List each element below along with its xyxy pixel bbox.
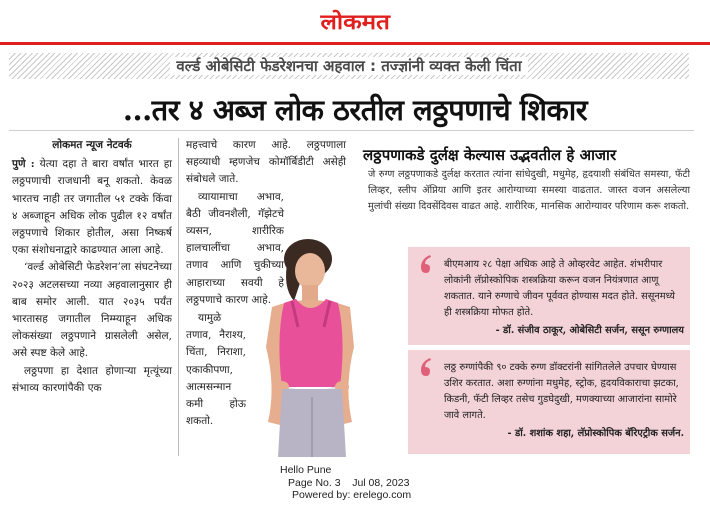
article-paragraph: महत्त्वाचे कारण आहे. लठ्ठपणाला सहव्याधी म्हणजेच कोमॉर्बिडीटी असेही संबोधले जाते. xyxy=(186,139,346,186)
article-paragraph: यामुळे तणाव, नैराश्य, चिंता, निराशा, एकाकीपणा, आत्मसन्मान कमी होऊ शकतो. xyxy=(186,312,246,428)
kicker xyxy=(9,56,689,76)
masthead-rule xyxy=(0,42,710,45)
headline: ...तर ४ अब्ज लोक ठरतील लठ्ठपणाचे शिकार xyxy=(122,93,588,127)
page-footer xyxy=(280,464,411,502)
article-paragraph: लठ्ठपणा हा देशात होणाऱ्या मृत्यूंच्या संभाव्य कारणांपैकी एक xyxy=(12,364,172,394)
sidebar-text: जे रुग्ण लठ्ठपणाकडे दुर्लक्ष करतात त्यांना सांधेदुखी, मधुमेह, हृदयाशी संबंधित समस्या, फॅटी लिव्हर, स्लीप ॲप्निया आणि इतर आरोग्याच्या समस्या वाढतात. जास्त वजन असलेल्या मुलांची संख्या दिवसेंदिवस वाढत आहे. शारीरिक, मानसिक आरोग्यावर परिणाम करू शकतो. xyxy=(368,169,690,212)
kicker-text: वर्ल्ड ओबेसिटी फेडरेशनचा अहवाल : तज्ज्ञांनी व्यक्त केली चिंता xyxy=(170,57,527,75)
quote-box xyxy=(408,350,690,454)
byline: लोकमत न्यूज नेटवर्क xyxy=(52,139,132,151)
divider xyxy=(9,130,694,131)
quote-mark-icon xyxy=(418,356,436,378)
kicker-band xyxy=(9,53,689,79)
lokmat-logo: लोकमत xyxy=(320,10,390,34)
masthead xyxy=(0,8,710,36)
quote-text: बीएमआय २८ पेक्षा अधिक आहे ते ओव्हरवेट आहेत. शंभरीपार लोकांनी लॅप्रोस्कोपिक शस्त्रक्रिया करून वजन नियंत्रणात आणू शकतात. याने रुग्णाचे जीवन पूर्ववत होण्यास मदत होते. ससूनमध्ये ही शस्त्रक्रिया मोफत होते. xyxy=(444,259,675,318)
article-paragraph xyxy=(12,156,172,259)
sidebar-heading: लठ्ठपणाकडे दुर्लक्ष केल्यास उद्भवतील हे आजार xyxy=(363,146,617,164)
quote-attribution: - डॉ. संजीव ठाकूर, ओबेसिटी सर्जन, ससून रुग्णालय xyxy=(495,325,684,336)
powered-by-label: Powered by: erelego.com xyxy=(292,489,412,501)
quote-box xyxy=(408,247,690,345)
article-paragraph: व्यायामाचा अभाव, बैठी जीवनशैली, गॅझेटचे व्यसन, शारीरिक हालचालींचा अभाव, तणाव आणि चुकीच्या आहाराच्या सवयी हे लठ्ठपणाचे कारण आहे. xyxy=(186,190,284,306)
column-divider xyxy=(178,138,179,456)
edition-label: Hello Pune xyxy=(280,464,332,476)
article-text: येत्या दहा ते बारा वर्षांत भारत हा लठ्ठपणाची राजधानी बनू शकतो. केवळ भारतच नाही तर जगातील ५१ टक्के किंवा ४ अब्जाहून अधिक लोक पुढील १२ वर्षांत लठ्ठपणाचे शिकार होतील, असा निष्कर्ष एका संशोधनाद्वारे काढण्यात आला आहे. xyxy=(12,158,173,257)
article-column-1 xyxy=(12,137,172,397)
quote-mark-icon xyxy=(418,253,436,275)
dateline: पुणे : xyxy=(12,158,35,171)
quote-text: लठ्ठ रुग्णांपैकी ९० टक्के रुग्ण डॉक्टरांनी सांगितलेले उपचार घेण्यास उशिर करतात. अशा रुग्णांना मधुमेह, स्ट्रोक, हृदयविकाराचा झटका, किडनी, फॅटी लिव्हर तसेच गुडघेदुखी, मणक्याच्या आजारांना सामोरे जावे लागते. xyxy=(444,362,679,421)
quote-attribution: - डॉ. शशांक शहा, लॅप्रोस्कोपिक बॅरिएट्रीक सर्जन. xyxy=(507,428,684,439)
article-paragraph: ‘वर्ल्ड ओबेसिटी फेडरेशन’ला संघटनेच्या २०२३ अटलसच्या नव्या अहवालानुसार ही बाब समोर आली. यात २०३५ पर्यंत भारतासह जगातील निम्म्याहून अधिक लोकसंख्या लठ्ठपणाने ग्रासलेली असेल, असे स्पष्ट केले आहे. xyxy=(12,261,172,360)
page-date-label: Page No. 3 Jul 08, 2023 xyxy=(288,476,410,489)
